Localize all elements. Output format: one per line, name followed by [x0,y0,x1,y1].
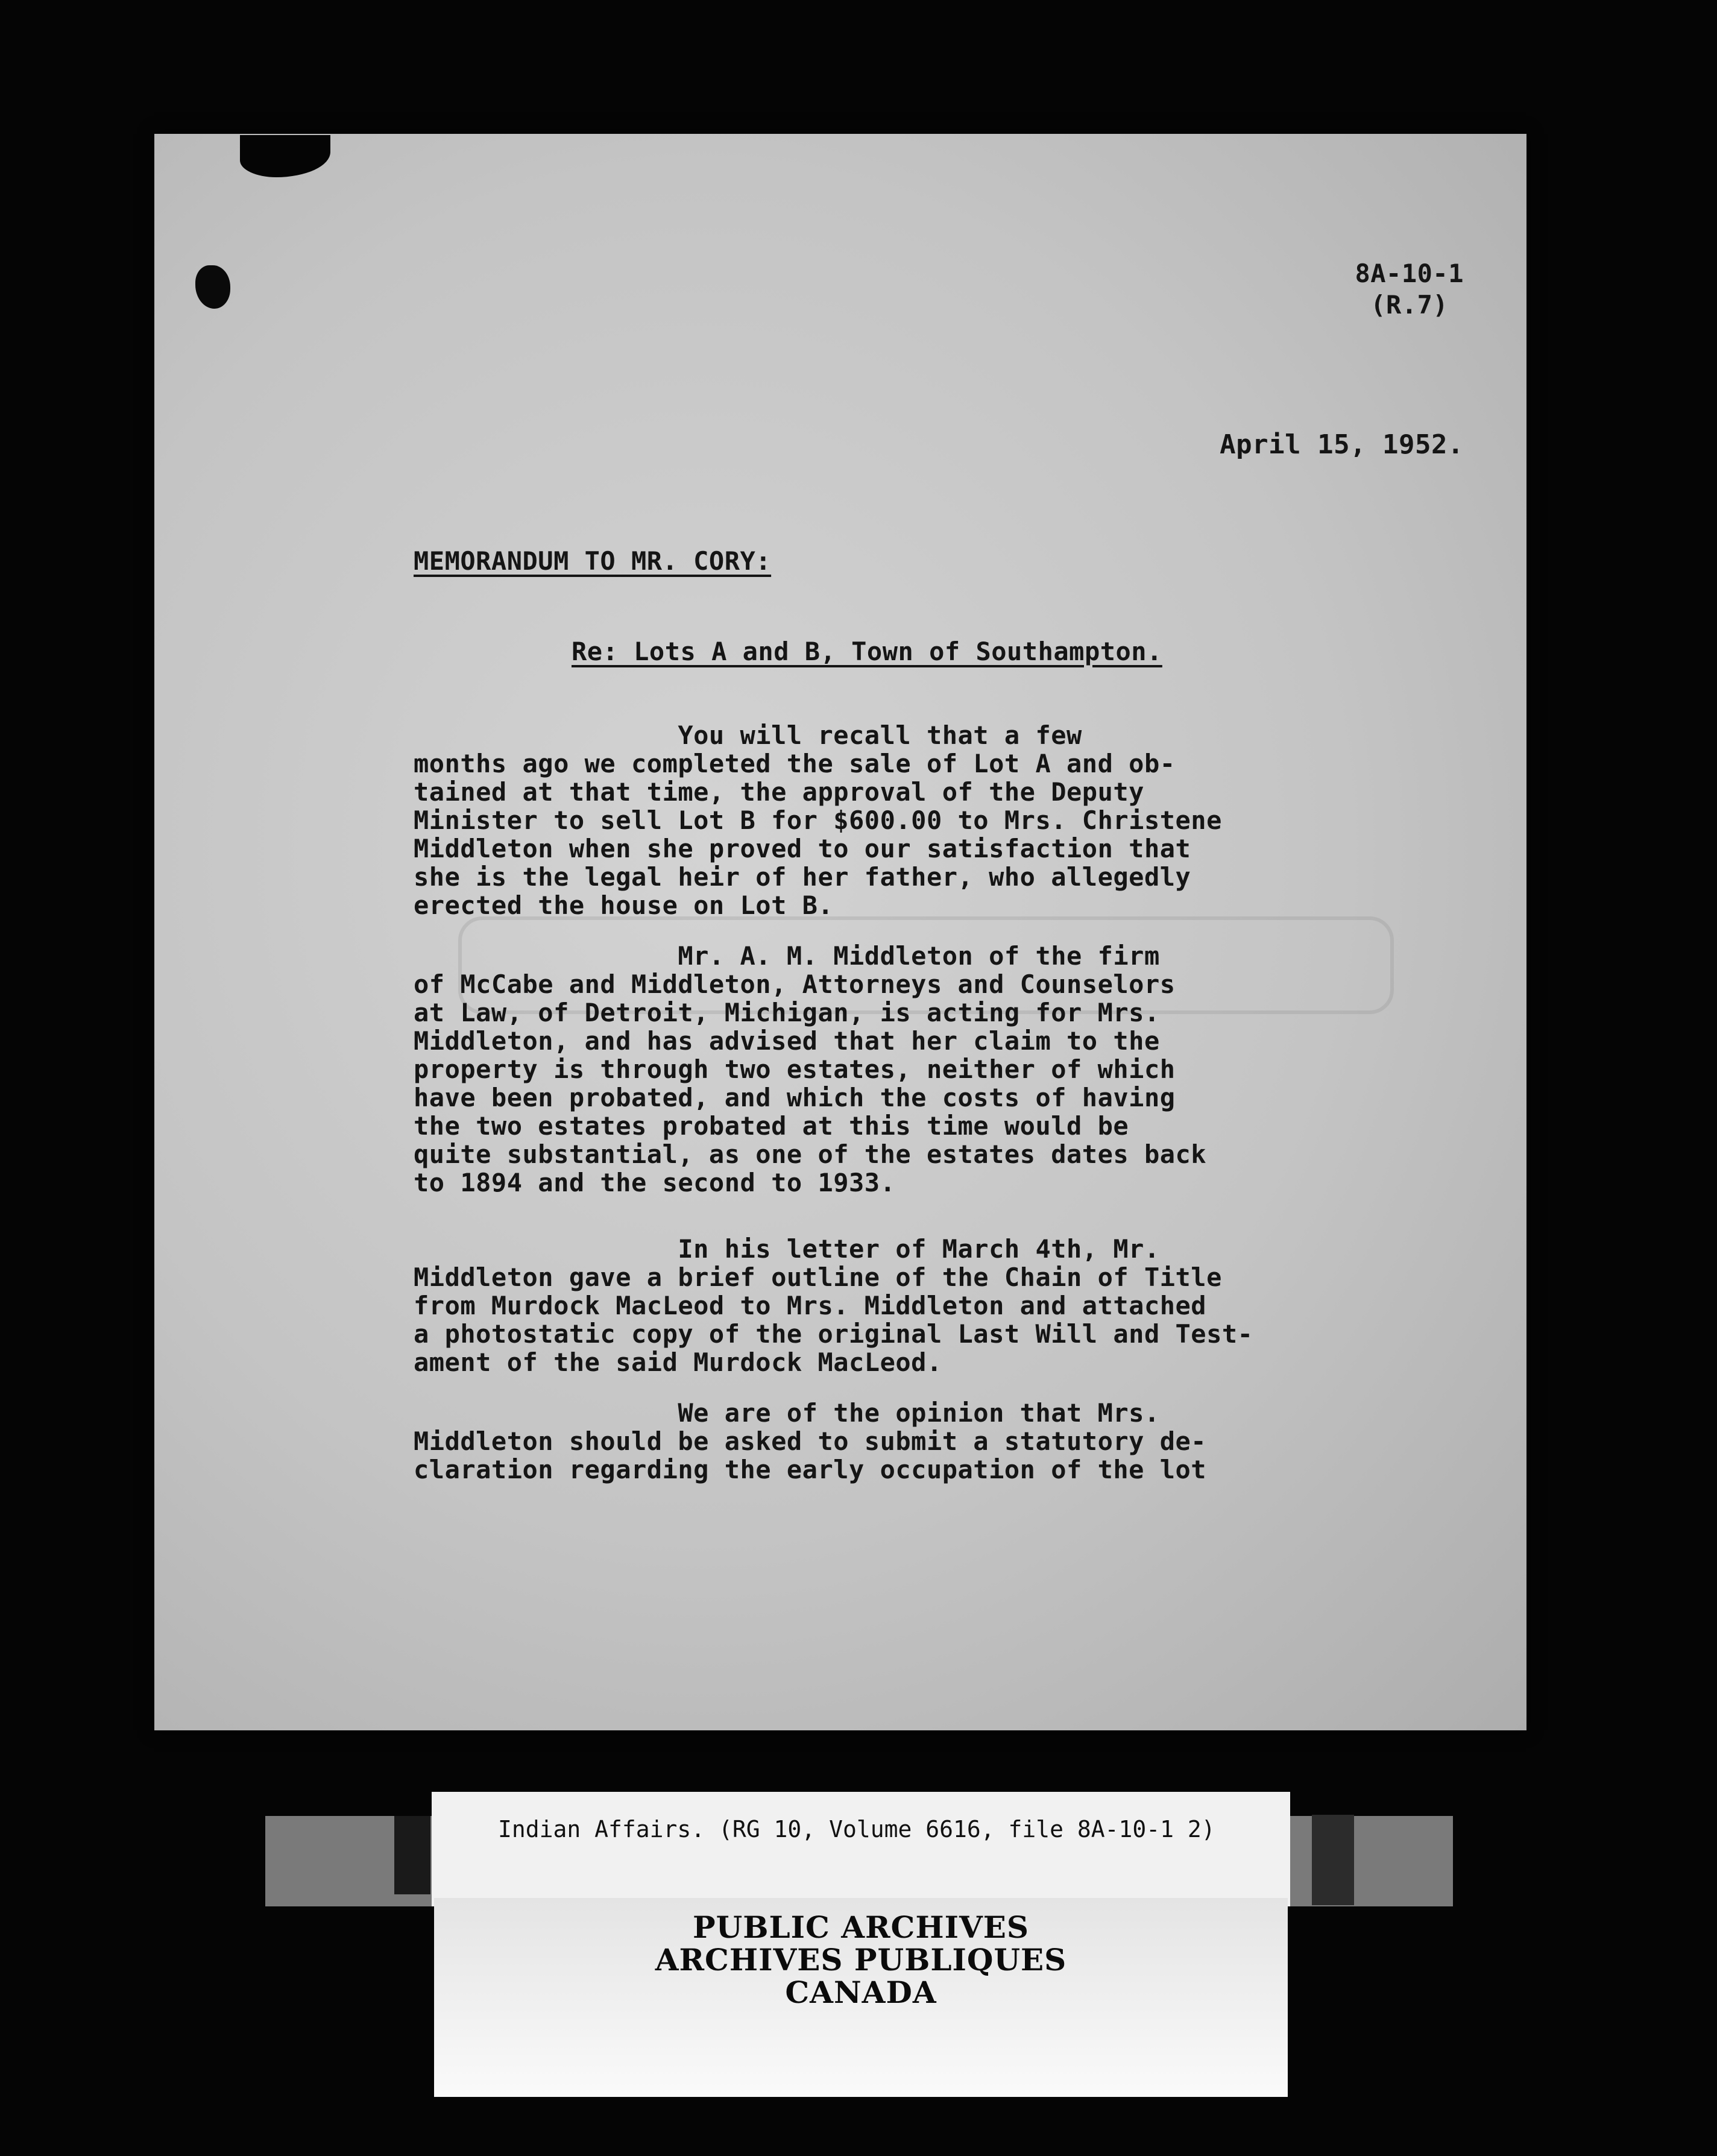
file-reference [1355,258,1464,321]
clip-left [394,1816,430,1894]
stamp-line-2: ARCHIVES PUBLIQUES [655,1942,1067,1978]
memo-heading: MEMORANDUM TO MR. CORY: [414,546,772,576]
paragraph-3: In his letter of March 4th, Mr. Middleton gave a brief outline of the Chain of Title from Murdock MacLeod to Mrs. Middleton and attached a photostatic copy of the original Last Will and Test- ament of the said Murdock MacLeod. [414,1234,1253,1377]
paragraph-4: We are of the opinion that Mrs. Middleton should be asked to submit a statutory de- claration regarding the early occupation of the lot [414,1398,1207,1484]
archive-citation: Indian Affairs. (RG 10, Volume 6616, file 8A-10-1 2) [498,1816,1215,1842]
file-subref: (R.7) [1370,290,1449,320]
memo-date: April 15, 1952. [1220,429,1464,460]
file-number: 8A-10-1 [1355,259,1464,288]
paragraph-2: Mr. A. M. Middleton of the firm of McCabe and Middleton, Attorneys and Counselors at Law, of Detroit, Michigan, is acting for Mrs. Middleton, and has advised that her claim to the property is through two estates, neither of which have been probated, and which the costs of having the two estates probated at this time would be quite substantial, as one of the estates dates back to 1894 and the second to 1933. [414,941,1207,1197]
archive-stamp [434,1911,1288,2009]
citation-card [432,1792,1290,1906]
paragraph-1: You will recall that a few months ago we completed the sale of Lot A and ob- tained at that time, the approval of the Deputy Minister to sell Lot B for $600.00 to Mrs. Christene Middleton when she proved to our satisfaction that she is the legal heir of her father, who allegedly erected the house on Lot B. [414,720,1222,920]
clip-right [1312,1815,1354,1905]
stamp-line-3: CANADA [785,1975,937,2010]
memo-subject: Re: Lots A and B, Town of Southampton. [572,637,1162,666]
stamp-line-1: PUBLIC ARCHIVES [693,1909,1029,1945]
